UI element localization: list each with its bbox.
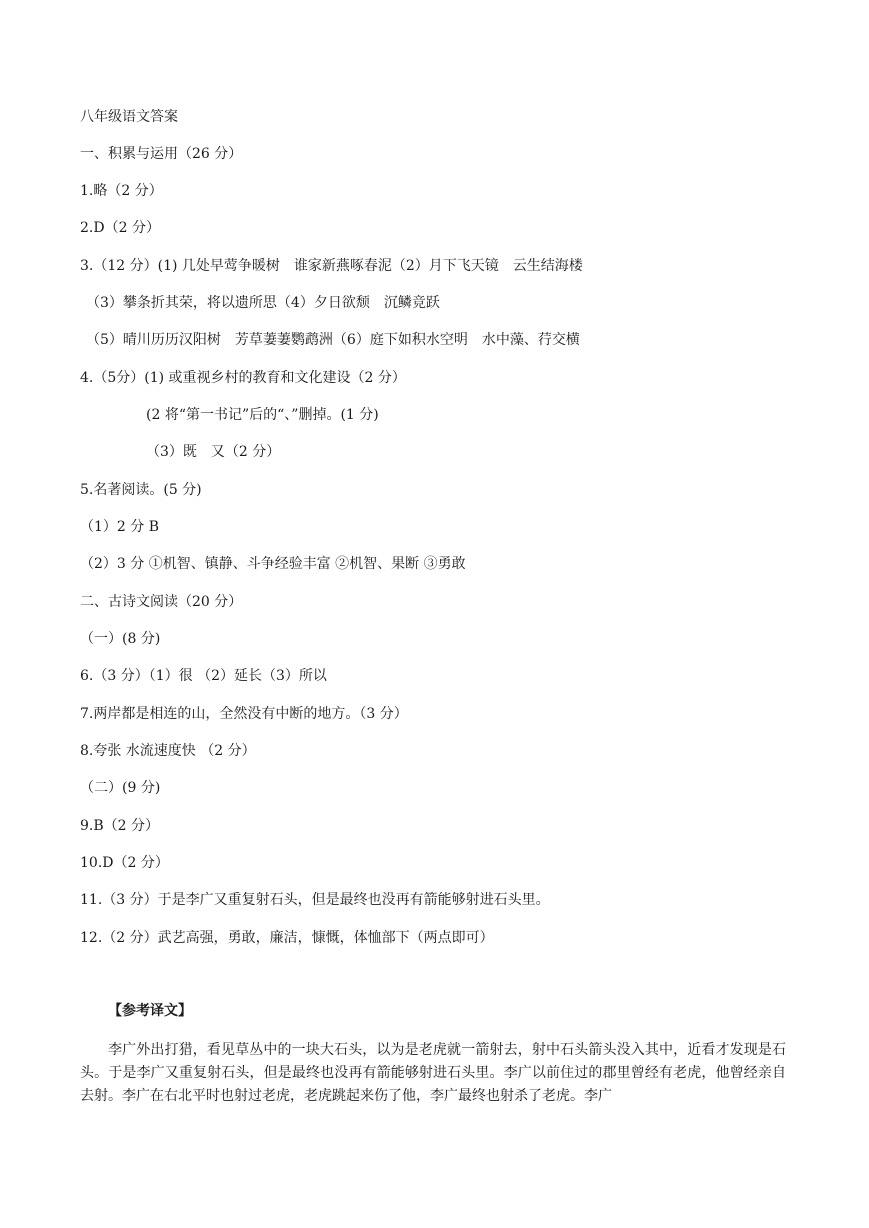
subsection-heading: （二）(9 分) xyxy=(80,780,161,796)
answer-line: 3.（12 分）(1) 几处早莺争暖树 谁家新燕啄春泥（2）月下飞天镜 云生结海楼 xyxy=(80,258,583,274)
answer-line: 6.（3 分）（1）很 （2）延长（3）所以 xyxy=(80,668,327,684)
answer-line: 8.夸张 水流速度快 （2 分） xyxy=(80,743,256,759)
answer-line: 2.D（2 分） xyxy=(80,220,160,236)
section-heading: 二、古诗文阅读（20 分） xyxy=(80,594,243,610)
subsection-heading: （一）(8 分) xyxy=(80,631,161,647)
section-heading: 一、积累与运用（26 分） xyxy=(80,146,243,162)
answer-line: 10.D（2 分） xyxy=(80,855,169,871)
answer-line: 9.B（2 分） xyxy=(80,818,160,834)
translation-paragraph: 李广外出打猎，看见草丛中的一块大石头，以为是老虎就一箭射去，射中石头箭头没入其中，近看才发现是石头。于是李广又重复射石头，但是最终也没再有箭能够射进石头里。李广以前住过的郡里曾经有老虎，他曾经亲自去射。李广在右北平时也射过老虎，老虎跳起来伤了他，李广最终也射杀了老虎。李广 xyxy=(80,1042,786,1104)
translation-heading: 【参考译文】 xyxy=(108,1003,192,1019)
answer-line: 5.名著阅读。(5 分) xyxy=(80,482,202,498)
answer-line: （3）攀条折其荣，将以遗所思（4）夕日欲颓 沉鳞竞跃 xyxy=(86,295,440,311)
answer-line: （2）3 分 ①机智、镇静、斗争经验丰富 ②机智、果断 ③勇敢 xyxy=(80,556,466,572)
document-title: 八年级语文答案 xyxy=(80,109,178,125)
answer-line: (2 将“第一书记”后的“、”删掉。(1 分) xyxy=(146,407,379,423)
answer-line: 11.（3 分）于是李广又重复射石头，但是最终也没再有箭能够射进石头里。 xyxy=(80,892,550,908)
answer-line: 7.两岸都是相连的山，全然没有中断的地方。（3 分） xyxy=(80,706,408,722)
answer-line: （1）2 分 B xyxy=(80,519,160,535)
answer-line: （3）既 又（2 分） xyxy=(146,444,281,460)
answer-line: 4.（5分）(1) 或重视乡村的教育和文化建设（2 分） xyxy=(80,370,406,386)
answer-line: 12.（2 分）武艺高强，勇敢，廉洁，慷慨，体恤部下（两点即可） xyxy=(80,930,494,946)
answer-line: （5）晴川历历汉阳树 芳草萋萋鹦鹉洲（6）庭下如积水空明 水中藻、荇交横 xyxy=(86,332,580,348)
answer-line: 1.略（2 分） xyxy=(80,183,163,199)
